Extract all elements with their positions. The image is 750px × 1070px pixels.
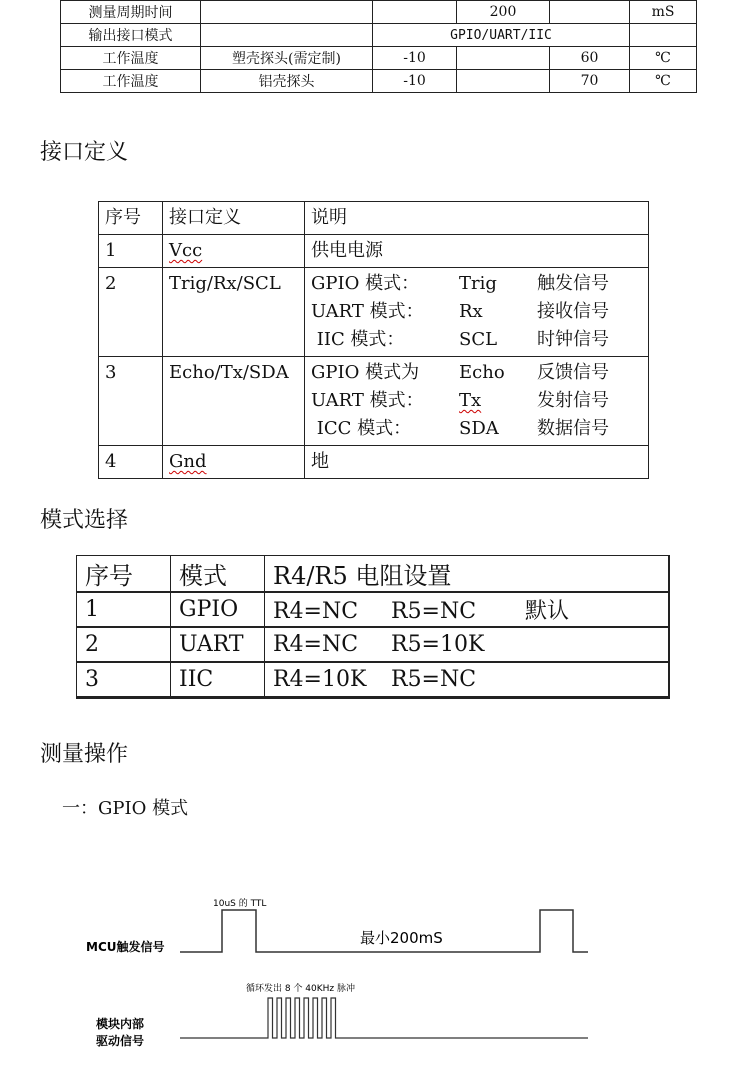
spec-typ xyxy=(457,70,550,93)
mode-table xyxy=(76,555,670,699)
table-row xyxy=(77,627,669,662)
section-title-mode: 模式选择 xyxy=(40,508,129,533)
mode-label: IIC 模式： xyxy=(311,329,405,350)
section-title-interface: 接口定义 xyxy=(40,140,129,165)
default-note: 默认 xyxy=(525,599,570,624)
pulse-note: 10uS 的 TTL xyxy=(213,899,267,909)
table-row xyxy=(99,268,649,357)
row-no: 1 xyxy=(99,235,163,268)
col-header-no: 序号 xyxy=(99,202,163,235)
table-row xyxy=(61,70,697,93)
spec-min xyxy=(373,1,457,24)
pin-name: Echo/Tx/SDA xyxy=(163,357,305,446)
row-desc xyxy=(305,268,649,357)
trigger-label: MCU触发信号 xyxy=(86,940,165,954)
r5-value: R5=10K xyxy=(391,632,485,657)
signal-desc: 时钟信号 xyxy=(537,329,609,350)
pin-name: Gnd xyxy=(169,451,207,472)
signal-desc: 接收信号 xyxy=(537,301,609,322)
desc-line xyxy=(311,298,642,326)
row-no: 3 xyxy=(77,662,171,698)
resistor-setting xyxy=(265,662,669,698)
col-header-desc: 说明 xyxy=(305,202,649,235)
desc-line xyxy=(311,415,642,443)
r5-value: R5=NC xyxy=(391,599,477,624)
col-header-pin: 接口定义 xyxy=(163,202,305,235)
internal-label-2: 驱动信号 xyxy=(96,1034,145,1048)
table-header-row xyxy=(77,556,669,593)
signal-desc: 触发信号 xyxy=(537,273,609,294)
table-header-row xyxy=(99,202,649,235)
table-row xyxy=(99,357,649,446)
r4-value: R4=NC xyxy=(273,599,359,624)
desc-line xyxy=(311,326,642,354)
mode-label: GPIO 模式为 xyxy=(311,362,420,383)
timing-diagram xyxy=(0,880,750,1070)
spec-label: 输出接口模式 xyxy=(61,24,201,47)
table-row xyxy=(99,446,649,479)
col-header-mode: 模式 xyxy=(171,556,265,593)
row-no: 4 xyxy=(99,446,163,479)
mode-label: UART 模式： xyxy=(311,301,424,322)
table-row xyxy=(77,662,669,698)
signal-name: Trig xyxy=(459,273,497,294)
table-row xyxy=(99,235,649,268)
spec-unit: mS xyxy=(630,1,697,24)
spec-unit: ℃ xyxy=(630,47,697,70)
r4-value: R4=10K xyxy=(273,667,367,692)
row-desc: 地 xyxy=(305,446,649,479)
interface-table xyxy=(98,201,649,479)
mode-label: UART 模式： xyxy=(311,390,424,411)
desc-line xyxy=(311,359,642,387)
signal-name: Rx xyxy=(459,301,483,322)
spec-sub xyxy=(201,1,373,24)
internal-label-1: 模块内部 xyxy=(96,1017,145,1031)
mode-name: UART xyxy=(171,627,265,662)
row-no: 1 xyxy=(77,592,171,627)
row-desc: 供电电源 xyxy=(305,235,649,268)
row-no: 2 xyxy=(99,268,163,357)
signal-name: Echo xyxy=(459,362,505,383)
col-header-no: 序号 xyxy=(77,556,171,593)
table-row xyxy=(61,1,697,24)
spec-label: 工作温度 xyxy=(61,47,201,70)
spec-sub: 塑壳探头(需定制) xyxy=(201,47,373,70)
signal-desc: 反馈信号 xyxy=(537,362,609,383)
col-header-resistor: R4/R5 电阻设置 xyxy=(265,556,669,593)
spec-min: -10 xyxy=(373,70,457,93)
pin-name: Trig/Rx/SCL xyxy=(163,268,305,357)
spec-max: 70 xyxy=(550,70,630,93)
spec-max: 60 xyxy=(550,47,630,70)
signal-desc: 数据信号 xyxy=(537,418,609,439)
burst-waveform xyxy=(180,998,588,1038)
spec-label: 测量周期时间 xyxy=(61,1,201,24)
mode-name: IIC xyxy=(171,662,265,698)
table-row xyxy=(61,47,697,70)
row-no: 2 xyxy=(77,627,171,662)
table-row xyxy=(77,592,669,627)
resistor-setting xyxy=(265,592,669,627)
resistor-setting xyxy=(265,627,669,662)
spec-empty xyxy=(630,24,697,47)
section-title-measure: 测量操作 xyxy=(40,742,129,767)
spec-unit: ℃ xyxy=(630,70,697,93)
spec-sub: 铝壳探头 xyxy=(201,70,373,93)
spec-table xyxy=(60,0,697,93)
signal-desc: 发射信号 xyxy=(537,390,609,411)
table-row xyxy=(61,24,697,47)
pin-name: Vcc xyxy=(169,240,203,261)
desc-line xyxy=(311,387,642,415)
desc-line xyxy=(311,270,642,298)
r4-value: R4=NC xyxy=(273,632,359,657)
spec-typ xyxy=(457,47,550,70)
spec-typ: 200 xyxy=(457,1,550,24)
signal-name: SDA xyxy=(459,418,499,439)
signal-name: Tx xyxy=(459,390,482,411)
spec-label: 工作温度 xyxy=(61,70,201,93)
subsection-title-gpio: 一：GPIO 模式 xyxy=(62,798,189,819)
signal-name: SCL xyxy=(459,329,498,350)
row-no: 3 xyxy=(99,357,163,446)
mode-label: ICC 模式： xyxy=(311,418,412,439)
interval-note: 最小200mS xyxy=(360,929,443,947)
mode-label: GPIO 模式： xyxy=(311,273,420,294)
row-desc xyxy=(305,357,649,446)
spec-max xyxy=(550,1,630,24)
r5-value: R5=NC xyxy=(391,667,477,692)
spec-min: -10 xyxy=(373,47,457,70)
burst-note: 循环发出 8 个 40KHz 脉冲 xyxy=(246,984,356,994)
spec-merged: GPIO/UART/IIC xyxy=(373,24,630,47)
spec-empty xyxy=(201,24,373,47)
mode-name: GPIO xyxy=(171,592,265,627)
